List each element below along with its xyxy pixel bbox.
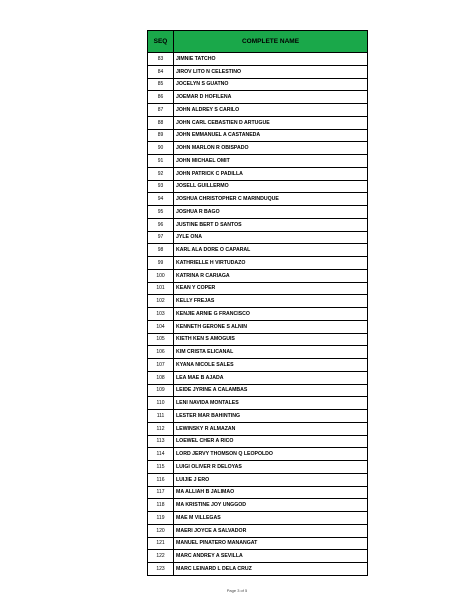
name-cell: JOHN MICHAEL OMIT	[174, 155, 368, 168]
table-row	[148, 359, 368, 372]
table-row	[148, 167, 368, 180]
name-cell: JOHN PATRICK C PADILLA	[174, 167, 368, 180]
table-row	[148, 180, 368, 193]
seq-cell: 106	[148, 346, 174, 359]
table-row	[148, 193, 368, 206]
table-row	[148, 473, 368, 486]
name-cell: KIM CRISTA ELICANAL	[174, 346, 368, 359]
seq-cell: 122	[148, 550, 174, 563]
table-row	[148, 91, 368, 104]
seq-cell: 98	[148, 244, 174, 257]
name-cell: MAERI JOYCE A SALVADOR	[174, 524, 368, 537]
seq-cell: 105	[148, 333, 174, 346]
name-cell: KYANA NICOLE SALES	[174, 359, 368, 372]
seq-cell: 110	[148, 397, 174, 410]
names-table	[147, 30, 368, 576]
name-cell: LEA MAE B AJADA	[174, 371, 368, 384]
name-cell: JOHN ALDREY S CARILO	[174, 104, 368, 117]
table-row	[148, 78, 368, 91]
name-column-header: COMPLETE NAME	[174, 31, 368, 53]
name-cell: JIROV LITO N CELESTINO	[174, 65, 368, 78]
name-cell: KELLY FREJAS	[174, 295, 368, 308]
table-row	[148, 218, 368, 231]
table-row	[148, 563, 368, 576]
name-cell: LOEWEL CHER A RICO	[174, 435, 368, 448]
seq-cell: 92	[148, 167, 174, 180]
seq-cell: 85	[148, 78, 174, 91]
name-cell: LEIDE JYRINE A CALAMBAS	[174, 384, 368, 397]
page-footer: Page 3 of 5	[226, 588, 248, 593]
seq-cell: 95	[148, 206, 174, 219]
table-row	[148, 231, 368, 244]
name-cell: KEAN Y COPER	[174, 282, 368, 295]
name-cell: KARL ALA DORE O CAPARAL	[174, 244, 368, 257]
name-cell: JYLE ONA	[174, 231, 368, 244]
table-body	[148, 53, 368, 576]
name-cell: MARC LEINARD L DELA CRUZ	[174, 563, 368, 576]
table-row	[148, 333, 368, 346]
name-cell: MA ALLIAH B JALIMAO	[174, 486, 368, 499]
seq-cell: 123	[148, 563, 174, 576]
table-row	[148, 422, 368, 435]
seq-cell: 94	[148, 193, 174, 206]
table-row	[148, 486, 368, 499]
seq-cell: 114	[148, 448, 174, 461]
table-row	[148, 499, 368, 512]
table-row	[148, 65, 368, 78]
name-cell: LUIGI OLIVER R DELOYAS	[174, 461, 368, 474]
name-cell: LUIJIE J ERO	[174, 473, 368, 486]
table-row	[148, 550, 368, 563]
name-cell: JUSTINE BERT D SANTOS	[174, 218, 368, 231]
table-row	[148, 461, 368, 474]
seq-cell: 97	[148, 231, 174, 244]
name-cell: LESTER MAR BAHINTING	[174, 410, 368, 423]
table-row	[148, 346, 368, 359]
seq-cell: 102	[148, 295, 174, 308]
name-cell: JOSHUA CHRISTOPHER C MARINDUQUE	[174, 193, 368, 206]
table-row	[148, 295, 368, 308]
seq-cell: 101	[148, 282, 174, 295]
seq-column-header: SEQ	[148, 31, 174, 53]
table-row	[148, 308, 368, 321]
seq-cell: 104	[148, 320, 174, 333]
seq-cell: 86	[148, 91, 174, 104]
seq-cell: 96	[148, 218, 174, 231]
seq-cell: 107	[148, 359, 174, 372]
seq-cell: 100	[148, 269, 174, 282]
seq-cell: 88	[148, 116, 174, 129]
table-row	[148, 53, 368, 66]
table-row	[148, 524, 368, 537]
name-cell: LENI NAVIDA MONTALES	[174, 397, 368, 410]
name-cell: MANUEL PINATERO MANANGAT	[174, 537, 368, 550]
table-row	[148, 397, 368, 410]
seq-cell: 115	[148, 461, 174, 474]
name-cell: JOCELYN S GUATNO	[174, 78, 368, 91]
name-cell: JOEMAR D HOFILENA	[174, 91, 368, 104]
name-cell: KENNETH GERONE S ALNIN	[174, 320, 368, 333]
header-row	[148, 31, 368, 53]
seq-cell: 91	[148, 155, 174, 168]
name-cell: MARC ANDREY A SEVILLA	[174, 550, 368, 563]
name-cell: JOHN EMMANUEL A CASTANEDA	[174, 129, 368, 142]
table-row	[148, 142, 368, 155]
table-row	[148, 448, 368, 461]
table-row	[148, 244, 368, 257]
name-cell: JOHN MARLON R OBISPADO	[174, 142, 368, 155]
table-row	[148, 282, 368, 295]
seq-cell: 113	[148, 435, 174, 448]
seq-cell: 103	[148, 308, 174, 321]
seq-cell: 99	[148, 257, 174, 270]
name-cell: LORD JERVY THOMSON Q LEOPOLDO	[174, 448, 368, 461]
name-cell: JOSHUA R BAGO	[174, 206, 368, 219]
name-cell: KIETH KEN S AMOGUIS	[174, 333, 368, 346]
name-cell: LEWINSKY R ALMAZAN	[174, 422, 368, 435]
seq-cell: 116	[148, 473, 174, 486]
name-cell: KENJIE ARNIE G FRANCISCO	[174, 308, 368, 321]
name-cell: JOHN CARL CEBASTIEN D ARTUGUE	[174, 116, 368, 129]
table-row	[148, 129, 368, 142]
table-row	[148, 537, 368, 550]
table-row	[148, 371, 368, 384]
name-cell: JOSELL GUILLERMO	[174, 180, 368, 193]
name-cell: KATHRIELLE H VIRTUDAZO	[174, 257, 368, 270]
seq-cell: 121	[148, 537, 174, 550]
seq-cell: 108	[148, 371, 174, 384]
name-cell: KATRINA R CARIAGA	[174, 269, 368, 282]
table-row	[148, 155, 368, 168]
table-row	[148, 269, 368, 282]
table-row	[148, 320, 368, 333]
seq-cell: 118	[148, 499, 174, 512]
table-row	[148, 206, 368, 219]
table-row	[148, 512, 368, 525]
seq-cell: 87	[148, 104, 174, 117]
table-row	[148, 257, 368, 270]
seq-cell: 120	[148, 524, 174, 537]
table-row	[148, 116, 368, 129]
seq-cell: 83	[148, 53, 174, 66]
table-row	[148, 104, 368, 117]
seq-cell: 117	[148, 486, 174, 499]
seq-cell: 84	[148, 65, 174, 78]
table-row	[148, 410, 368, 423]
seq-cell: 109	[148, 384, 174, 397]
seq-cell: 119	[148, 512, 174, 525]
seq-cell: 89	[148, 129, 174, 142]
name-cell: JIMNIE TATCHO	[174, 53, 368, 66]
seq-cell: 112	[148, 422, 174, 435]
table-row	[148, 435, 368, 448]
table-row	[148, 384, 368, 397]
seq-cell: 90	[148, 142, 174, 155]
seq-cell: 111	[148, 410, 174, 423]
name-cell: MAE M VILLEGAS	[174, 512, 368, 525]
seq-cell: 93	[148, 180, 174, 193]
name-cell: MA KRISTINE JOY UNGGOD	[174, 499, 368, 512]
